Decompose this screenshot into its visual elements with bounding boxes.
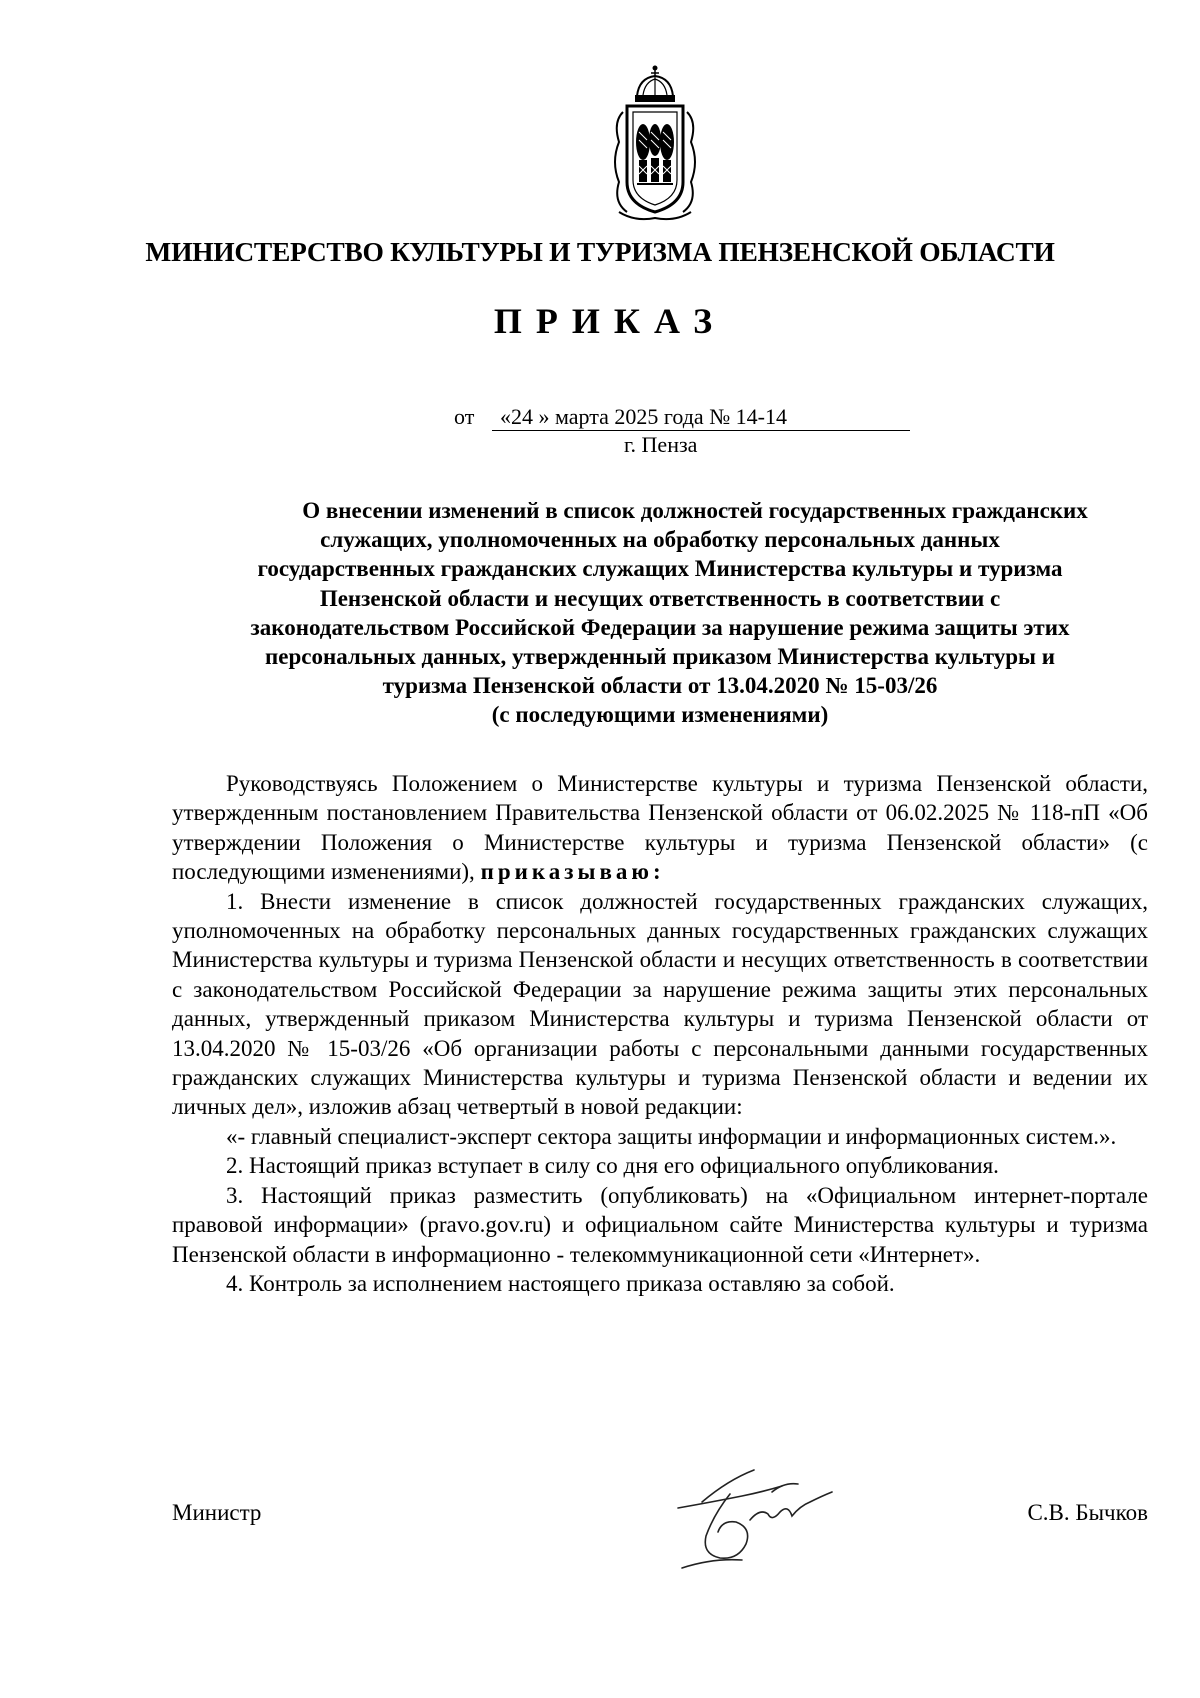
signatory-name: С.В. Бычков: [1027, 1500, 1148, 1525]
item-2-paragraph: 2. Настоящий приказ вступает в силу со дня его официального опубликования.: [226, 1153, 999, 1179]
document-type: ПРИКАЗ: [493, 301, 727, 341]
ministry-name: МИНИСТЕРСТВО КУЛЬТУРЫ И ТУРИЗМА ПЕНЗЕНСКОЙ ОБЛАСТИ: [145, 236, 1055, 267]
order-body: [172, 769, 1148, 1298]
subject-line: служащих, уполномоченных на обработку персональных данных: [320, 527, 1000, 553]
subject-line: законодательством Российской Федерации за нарушение режима защиты этих: [250, 614, 1070, 640]
subject-line: туризма Пензенской области от 13.04.2020 № 15-03/26: [382, 673, 938, 699]
subject-line: (с последующими изменениями): [491, 702, 829, 728]
decree-word: приказываю:: [480, 859, 665, 885]
signatory-role: Министр: [172, 1500, 262, 1525]
item-4-paragraph: 4. Контроль за исполнением настоящего приказа оставляю за собой.: [226, 1270, 895, 1296]
subject-line: Пензенской области и несущих ответственность в соответствии с: [319, 585, 1001, 611]
date-and-number: «24 » марта 2025 года № 14-14: [492, 404, 910, 431]
subject-line: О внесении изменений в список должностей государственных гражданских: [302, 498, 1088, 523]
penza-oblast-coat-of-arms-icon: [605, 62, 705, 232]
order-subject: [170, 496, 1150, 730]
preamble-text: Руководствуясь Положением о Министерстве культуры и туризма Пензенской области, утвержденным постановлением Правительства Пензенской области от 06.02.2025 № 118-пП «Об утверждении Положения о Министерстве культуры и туризма Пензенской области» (с последующими изменениями),: [172, 771, 1148, 885]
preamble-paragraph: [172, 769, 1148, 887]
item-1-quote-paragraph: «- главный специалист-эксперт сектора защиты информации и информационных систем.».: [226, 1123, 1117, 1149]
order-city: г. Пенза: [624, 432, 698, 457]
handwritten-signature-icon: [672, 1462, 842, 1572]
subject-line: государственных гражданских служащих Министерства культуры и туризма: [257, 556, 1063, 582]
date-prefix: от: [454, 404, 475, 429]
item-3-paragraph: 3. Настоящий приказ разместить (опубликовать) на «Официальном интернет-портале правовой информации» (pravo.gov.ru) и официальном сайте Министерства культуры и туризма Пензенской области в информационно - телекоммуникационной сети «Интернет».: [172, 1182, 1148, 1267]
item-1-paragraph: 1. Внести изменение в список должностей государственных гражданских служащих, уполномоченных на обработку персональных данных государственных гражданских служащих Министерства культуры и туризма Пензенской области и несущих ответственность в соответствии с законодательством Российской Федерации за нарушение режима защиты этих персональных данных, утвержденный приказом Министерства культуры и туризма Пензенской области от 13.04.2020 № 15-03/26 «Об организации работы с персональными данными государственных гражданских служащих Министерства культуры и туризма Пензенской области и ведении их личных дел», изложив абзац четвертый в новой редакции:: [172, 888, 1148, 1120]
subject-line: персональных данных, утвержденный приказом Министерства культуры и: [265, 644, 1055, 670]
